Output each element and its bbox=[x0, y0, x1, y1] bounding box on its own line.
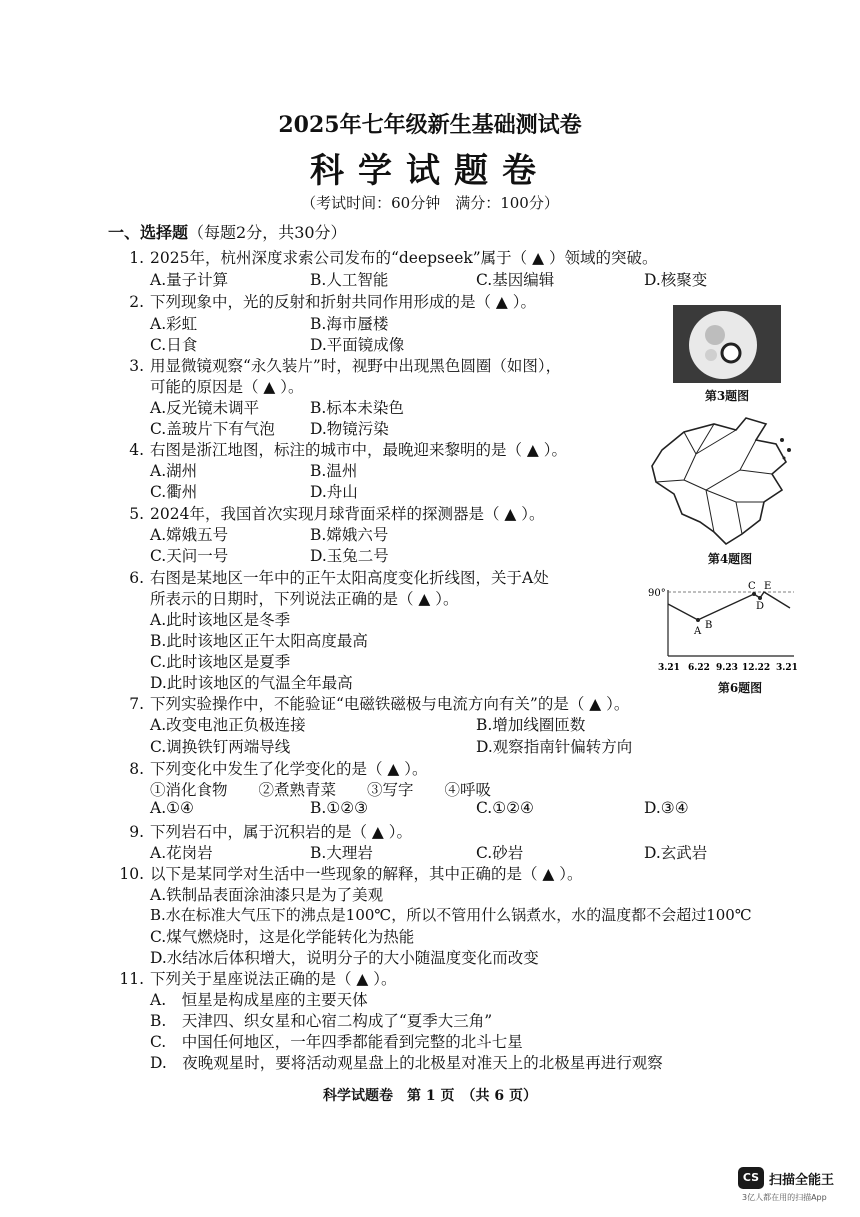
question-6-line2: 所表示的日期时，下列说法正确的是（ ▲ ）。 bbox=[150, 590, 459, 608]
bubble-ring bbox=[722, 344, 740, 362]
option: A.改变电池正负极连接 bbox=[150, 716, 306, 734]
option: C.盖玻片下有气泡 bbox=[150, 420, 275, 438]
option: A. 恒星是构成星座的主要天体 bbox=[150, 991, 368, 1009]
option: D. 夜晚观星时，要将活动观星盘上的北极星对准天上的北极星再进行观察 bbox=[150, 1054, 663, 1072]
option: A.湖州 bbox=[150, 462, 198, 480]
question-2: 2. 下列现象中，光的反射和折射共同作用形成的是（ ▲ ）。 bbox=[129, 293, 537, 311]
x-tick: 3.21 bbox=[776, 663, 798, 673]
microscope-view-figure bbox=[673, 305, 781, 383]
microscope-field bbox=[689, 311, 757, 379]
page-footer: 科学试题卷 第 1 页 （共 6 页） bbox=[323, 1088, 537, 1104]
option: B.此时该地区正午太阳高度最高 bbox=[150, 632, 368, 650]
sun-altitude-chart bbox=[648, 578, 800, 678]
x-tick: 12.22 bbox=[742, 663, 771, 673]
option: A.彩虹 bbox=[150, 315, 198, 333]
point-c bbox=[752, 592, 756, 596]
label-b: B bbox=[705, 620, 713, 631]
question-text: 右图是浙江地图，标注的城市中，最晚迎来黎明的是（ ▲ ）。 bbox=[150, 441, 568, 459]
option: D.玄武岩 bbox=[644, 844, 708, 862]
option: C.砂岩 bbox=[476, 844, 524, 862]
option: A.反光镜未调平 bbox=[150, 399, 260, 417]
watermark-name: 扫描全能王 bbox=[769, 1173, 835, 1188]
option: B.海市蜃楼 bbox=[310, 315, 389, 333]
option: B.温州 bbox=[310, 462, 358, 480]
option: B.大理岩 bbox=[310, 844, 373, 862]
altitude-line bbox=[668, 592, 790, 620]
question-text: 以下是某同学对生活中一些现象的解释，其中正确的是（ ▲ ）。 bbox=[150, 865, 583, 883]
question-6: 6. 右图是某地区一年中的正午太阳高度变化折线图，关于A处 bbox=[129, 569, 549, 587]
label-d: D bbox=[756, 601, 765, 612]
option: C.日食 bbox=[150, 336, 198, 354]
exam-title: 2025年七年级新生基础测试卷 bbox=[278, 112, 582, 138]
option: B.人工智能 bbox=[310, 271, 389, 289]
figure-4-caption: 第4题图 bbox=[707, 552, 753, 566]
question-text: 右图是某地区一年中的正午太阳高度变化折线图，关于A处 bbox=[150, 569, 549, 587]
section-heading bbox=[108, 220, 347, 243]
option: A.花岗岩 bbox=[150, 844, 213, 862]
figure-3-caption: 第3题图 bbox=[704, 389, 750, 403]
question-1: 1. 2025年，杭州深度求索公司发布的“deepseek”属于（ ▲ ）领域的突破。 bbox=[129, 249, 658, 267]
option: D.③④ bbox=[644, 799, 689, 817]
option: D.物镜污染 bbox=[310, 420, 389, 438]
question-text: 下列岩石中，属于沉积岩的是（ ▲ ）。 bbox=[150, 823, 413, 841]
option: B.嫦娥六号 bbox=[310, 526, 389, 544]
section-label: 一、选择题 bbox=[108, 223, 189, 242]
question-7: 7. 下列实验操作中，不能验证“电磁铁磁极与电流方向有关”的是（ ▲ ）。 bbox=[129, 695, 630, 713]
option: A.①④ bbox=[150, 799, 194, 817]
question-text: 下列现象中，光的反射和折射共同作用形成的是（ ▲ ）。 bbox=[150, 293, 537, 311]
option: C.衢州 bbox=[150, 483, 198, 501]
question-text: 下列关于星座说法正确的是（ ▲ ）。 bbox=[150, 970, 397, 988]
island-dot bbox=[783, 457, 786, 460]
scanner-watermark bbox=[738, 1167, 848, 1207]
question-3: 3. 用显微镜观察“永久装片”时，视野中出现黑色圆圈（如图）， bbox=[129, 357, 562, 375]
option: B.水在标准大气压下的沸点是100℃，所以不管用什么锅煮水，水的温度都不会超过100℃ bbox=[150, 906, 752, 924]
option: D.平面镜成像 bbox=[310, 336, 405, 354]
island-dot bbox=[780, 438, 784, 442]
option: C.此时该地区是夏季 bbox=[150, 653, 291, 671]
option: D.此时该地区的气温全年最高 bbox=[150, 674, 353, 692]
option: D.观察指南针偏转方向 bbox=[476, 738, 633, 756]
x-tick: 9.23 bbox=[716, 663, 738, 673]
option: B.增加线圈匝数 bbox=[476, 716, 586, 734]
option: A.铁制品表面涂油漆只是为了美观 bbox=[150, 886, 384, 904]
figure-6-caption: 第6题图 bbox=[717, 681, 763, 695]
watermark-tagline: 3亿人都在用的扫描App bbox=[742, 1193, 827, 1202]
option: C.基因编辑 bbox=[476, 271, 555, 289]
label-a: A bbox=[694, 626, 702, 637]
question-text: 下列变化中发生了化学变化的是（ ▲ ）。 bbox=[150, 760, 428, 778]
option: A.量子计算 bbox=[150, 271, 229, 289]
island-dot bbox=[787, 448, 791, 452]
option: A.嫦娥五号 bbox=[150, 526, 229, 544]
option: B.①②③ bbox=[310, 799, 369, 817]
option: B.标本未染色 bbox=[310, 399, 404, 417]
x-tick: 3.21 bbox=[658, 663, 680, 673]
section-note: （每题2分，共30分） bbox=[188, 223, 347, 242]
zhejiang-map-figure bbox=[644, 410, 794, 548]
question-8-items: ①消化食物 ②煮熟青菜 ③写字 ④呼吸 bbox=[150, 781, 492, 799]
question-text: 2024年，我国首次实现月球背面采样的探测器是（ ▲ ）。 bbox=[150, 505, 545, 523]
option: D.水结冰后体积增大，说明分子的大小随温度变化而改变 bbox=[150, 949, 539, 967]
question-text: 用显微镜观察“永久装片”时，视野中出现黑色圆圈（如图）， bbox=[150, 357, 562, 375]
specimen-blur bbox=[705, 349, 717, 361]
question-5: 5. 2024年，我国首次实现月球背面采样的探测器是（ ▲ ）。 bbox=[129, 505, 545, 523]
option: C. 中国任何地区，一年四季都能看到完整的北斗七星 bbox=[150, 1033, 523, 1051]
y-label-90: 90° bbox=[648, 588, 666, 599]
option: C.煤气燃烧时，这是化学能转化为热能 bbox=[150, 928, 415, 946]
question-4: 4. 右图是浙江地图，标注的城市中，最晚迎来黎明的是（ ▲ ）。 bbox=[129, 441, 568, 459]
question-8: 8. 下列变化中发生了化学变化的是（ ▲ ）。 bbox=[129, 760, 428, 778]
cs-logo-icon: CS bbox=[738, 1167, 764, 1189]
question-9: 9. 下列岩石中，属于沉积岩的是（ ▲ ）。 bbox=[129, 823, 413, 841]
question-3-line2: 可能的原因是（ ▲ ）。 bbox=[150, 378, 304, 396]
question-11: 11. 下列关于星座说法正确的是（ ▲ ）。 bbox=[119, 970, 397, 988]
option: A.此时该地区是冬季 bbox=[150, 611, 291, 629]
option: C.①②④ bbox=[476, 799, 534, 817]
label-e: E bbox=[764, 581, 772, 592]
option: D.舟山 bbox=[310, 483, 358, 501]
option: D.核聚变 bbox=[644, 271, 708, 289]
question-10: 10. 以下是某同学对生活中一些现象的解释，其中正确的是（ ▲ ）。 bbox=[119, 865, 583, 883]
option: B. 天津四、织女星和心宿二构成了“夏季大三角” bbox=[150, 1012, 493, 1030]
point-a bbox=[696, 618, 700, 622]
option: C.调换铁钉两端导线 bbox=[150, 738, 291, 756]
question-text: 2025年，杭州深度求索公司发布的“deepseek”属于（ ▲ ）领域的突破。 bbox=[150, 249, 658, 267]
option: C.天问一号 bbox=[150, 547, 229, 565]
option: D.玉兔二号 bbox=[310, 547, 389, 565]
specimen-blur bbox=[705, 325, 725, 345]
label-c: C bbox=[748, 581, 756, 592]
exam-info: （考试时间：60分钟 满分：100分） bbox=[301, 194, 559, 212]
point-d bbox=[758, 596, 762, 600]
x-tick: 6.22 bbox=[688, 663, 710, 673]
exam-subject-title: 科学试题卷 bbox=[310, 151, 550, 191]
question-text: 下列实验操作中，不能验证“电磁铁磁极与电流方向有关”的是（ ▲ ）。 bbox=[150, 695, 630, 713]
